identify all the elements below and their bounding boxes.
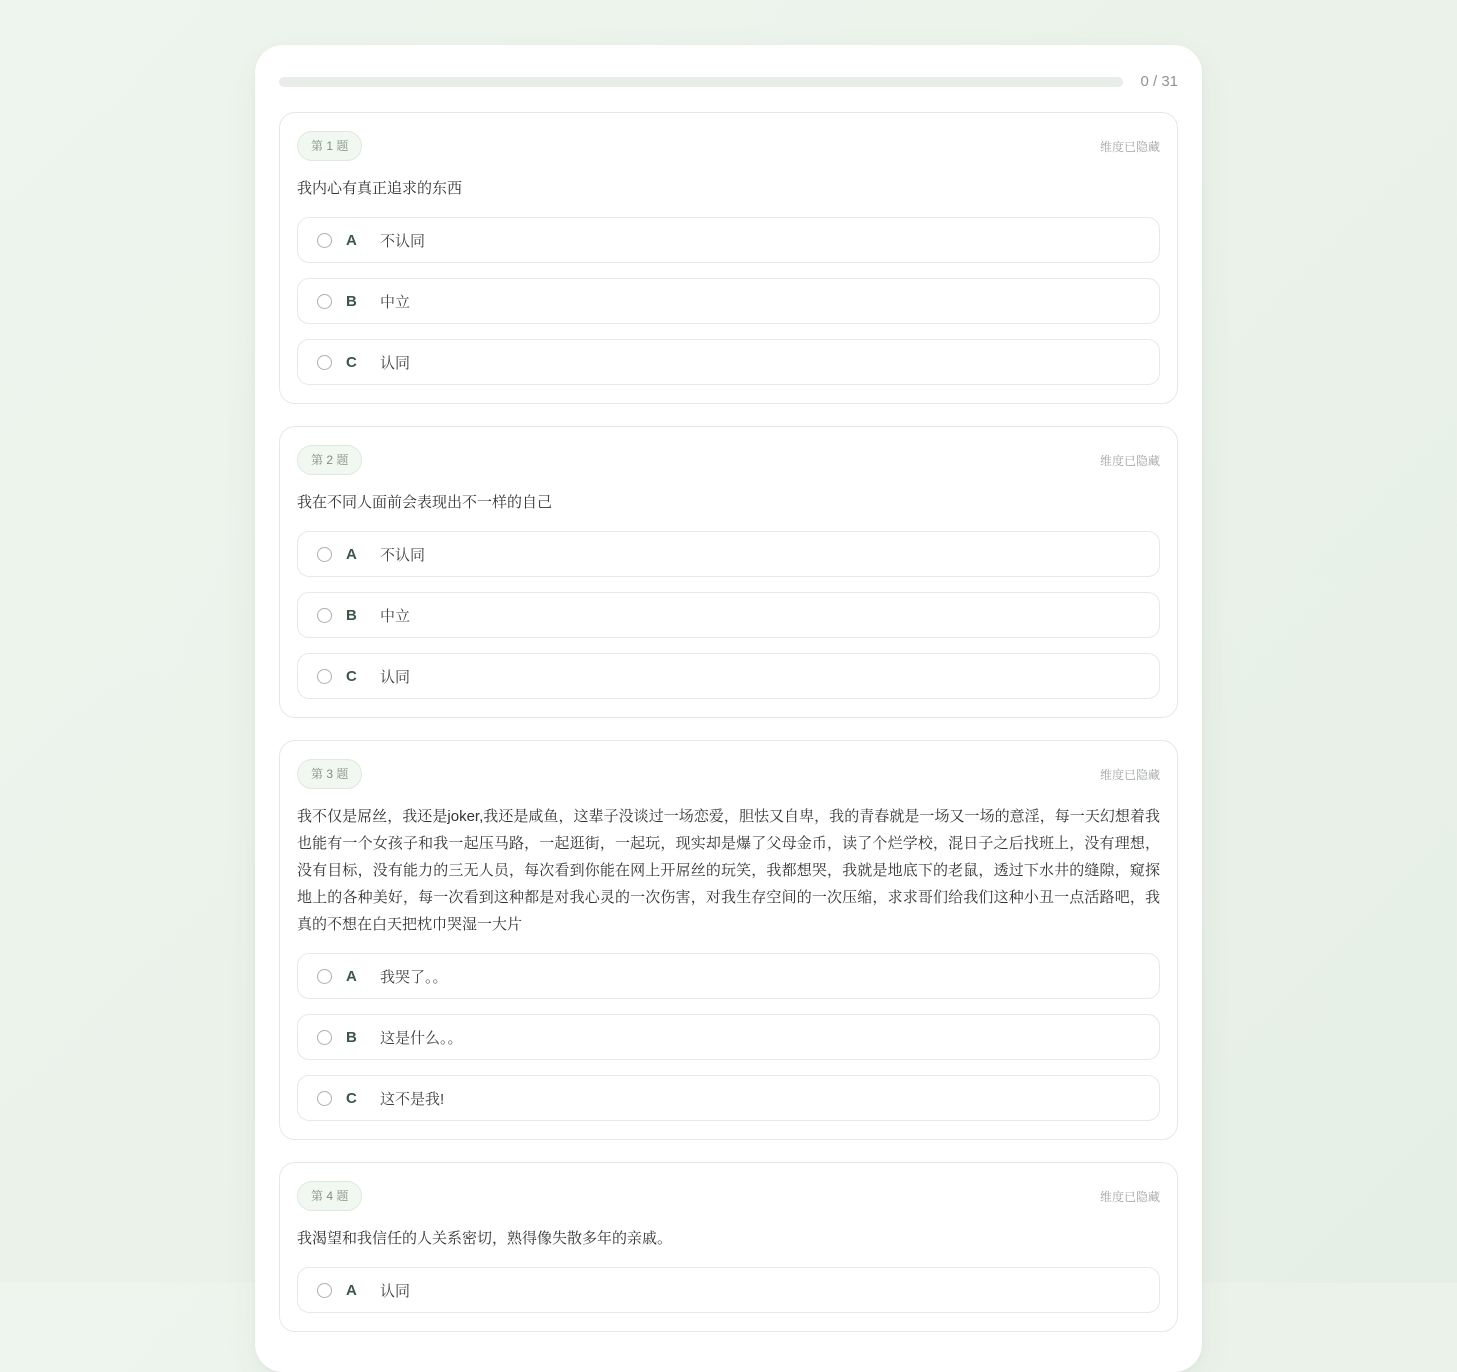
option-a[interactable] (297, 953, 1160, 999)
option-letter: A (346, 231, 357, 249)
option-letter: B (346, 1028, 357, 1046)
question-text: 我渴望和我信任的人关系密切，熟得像失散多年的亲戚。 (297, 1230, 673, 1247)
option-label: 中立 (380, 293, 411, 311)
option-c[interactable] (297, 1075, 1160, 1121)
option-letter: C (346, 667, 357, 685)
radio-icon[interactable] (317, 355, 332, 370)
option-label: 这是什么。。 (380, 1029, 463, 1047)
question-header (297, 131, 1160, 161)
question-text: 我在不同人面前会表现出不一样的自己 (297, 494, 553, 511)
radio-icon[interactable] (317, 294, 332, 309)
option-a[interactable] (297, 531, 1160, 577)
option-letter: A (346, 1281, 357, 1299)
radio-icon[interactable] (317, 969, 332, 984)
dimension-hidden-label: 维度已隐藏 (1099, 139, 1160, 154)
radio-icon[interactable] (317, 1283, 332, 1298)
option-letter: A (346, 545, 357, 563)
dimension-hidden-label: 维度已隐藏 (1099, 767, 1160, 782)
option-letter: A (346, 967, 357, 985)
option-label: 认同 (380, 1282, 411, 1300)
question-header (297, 1181, 1160, 1211)
option-label: 这不是我! (380, 1090, 445, 1108)
question-header (297, 445, 1160, 475)
question-card-2 (279, 426, 1178, 718)
option-b[interactable] (297, 278, 1160, 324)
option-letter: C (346, 353, 357, 371)
option-label: 认同 (380, 668, 411, 686)
question-number-badge: 第 4 题 (297, 1181, 362, 1211)
survey-panel (255, 45, 1202, 1372)
option-label: 不认同 (380, 546, 426, 564)
option-label: 认同 (380, 354, 411, 372)
question-number-badge: 第 1 题 (297, 131, 362, 161)
question-text: 我不仅是屌丝，我还是joker,我还是咸鱼，这辈子没谈过一场恋爱，胆怯又自卑，我的青春就是一场又一场的意淫，每一天幻想着我也能有一个女孩子和我一起压马路，一起逛街，一起玩，现实却是爆了父母金币，读了个烂学校，混日子之后找班上，没有理想，没有目标，没有能力的三无人员，每次看到你能在网上开屌丝的玩笑，我都想哭，我就是地底下的老鼠，透过下水井的缝隙，窥探地上的各种美好，每一次看到这种都是对我心灵的一次伤害，对我生存空间的一次压缩，求求哥们给我们这种小丑一点活路吧，我真的不想在白天把枕巾哭湿一大片 (297, 808, 1160, 933)
option-label: 中立 (380, 607, 411, 625)
question-card-3 (279, 740, 1178, 1140)
option-letter: B (346, 292, 357, 310)
question-card-1 (279, 112, 1178, 404)
radio-icon[interactable] (317, 1091, 332, 1106)
option-b[interactable] (297, 1014, 1160, 1060)
progress-row (279, 73, 1178, 90)
radio-icon[interactable] (317, 669, 332, 684)
option-c[interactable] (297, 339, 1160, 385)
option-b[interactable] (297, 592, 1160, 638)
radio-icon[interactable] (317, 1030, 332, 1045)
option-label: 我哭了。。 (380, 968, 448, 986)
radio-icon[interactable] (317, 547, 332, 562)
option-c[interactable] (297, 653, 1160, 699)
option-label: 不认同 (380, 232, 426, 250)
progress-count: 0 / 31 (1140, 73, 1178, 90)
question-text: 我内心有真正追求的东西 (297, 180, 463, 197)
dimension-hidden-label: 维度已隐藏 (1099, 1189, 1160, 1204)
option-letter: C (346, 1089, 357, 1107)
radio-icon[interactable] (317, 233, 332, 248)
option-letter: B (346, 606, 357, 624)
dimension-hidden-label: 维度已隐藏 (1099, 453, 1160, 468)
question-card-4 (279, 1162, 1178, 1332)
question-number-badge: 第 3 题 (297, 759, 362, 789)
option-a[interactable] (297, 217, 1160, 263)
progress-bar (279, 77, 1123, 87)
radio-icon[interactable] (317, 608, 332, 623)
option-a[interactable] (297, 1267, 1160, 1313)
question-header (297, 759, 1160, 789)
question-number-badge: 第 2 题 (297, 445, 362, 475)
